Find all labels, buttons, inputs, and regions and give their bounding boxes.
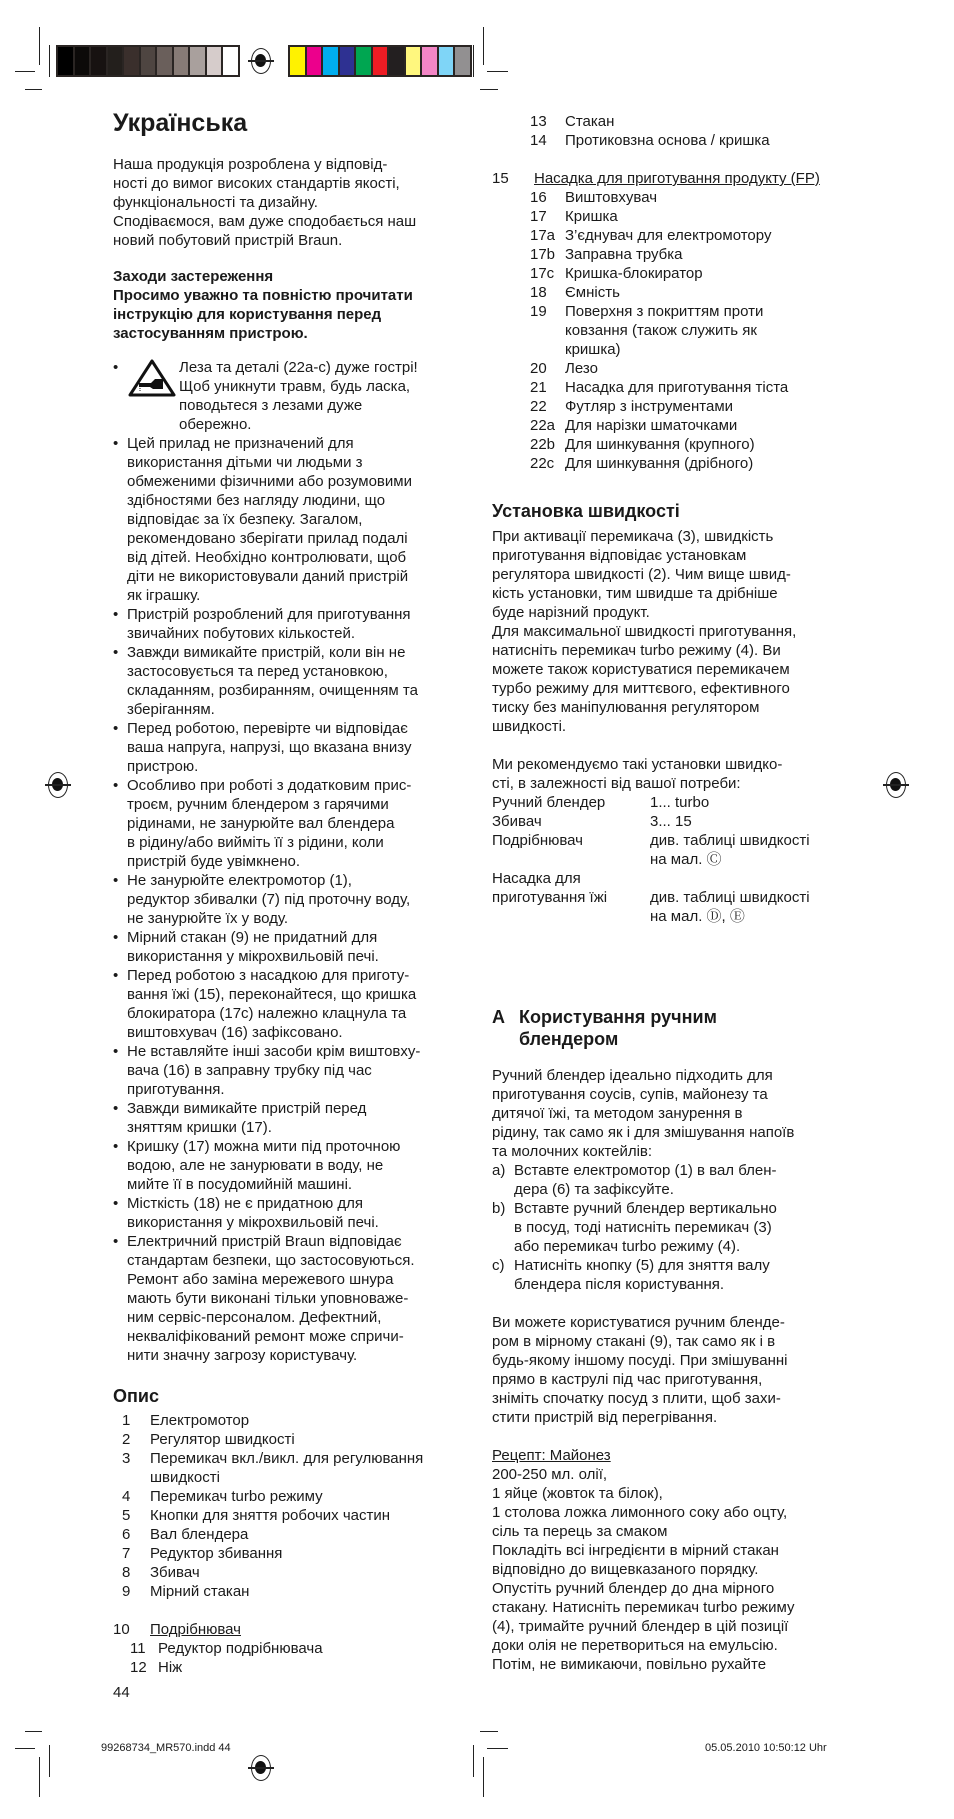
speed-table-value: 3... 15 [650,813,692,830]
bullet-item [113,643,453,719]
bullet: • [113,872,119,889]
gray-color-bar [56,45,240,77]
part-label: Насадка для приготування тіста [565,379,789,396]
part-label: Для нарізки шматочками [565,417,738,434]
speed-table-label: Подрібнювач [492,832,583,849]
bullet-item [113,1099,453,1137]
caution-heading: Заходи застереження Просимо уважно та повністю прочитати інструкцію для користування перед застосуванням пристрою. [113,268,413,342]
intro-text: Наша продукція розроблена у відповід- ності до вимог високих стандартів якості, функціональності та дизайну. Сподіваємося, вам дуже сподобається наш новий побутовий пристрій Braun. [113,156,417,249]
gray-swatch [75,47,90,75]
part-number: 8 [122,1564,131,1581]
bullet: • [113,1233,119,1250]
crop-mark [483,1757,484,1797]
blender-heading [492,1006,852,1050]
usage-text: Ви можете користуватися ручним бленде- ром в мірному стакані (9), так само як і в будь-якому іншому посуді. При змішуванні прямо в каструлі під час приготування, зніміть спочатку посуд з плити, щоб захи- стити пристрій від перегрівання. [492,1314,788,1426]
part-number: 17a [530,227,556,244]
parts-list-item [130,1639,453,1658]
bullet: • [113,1138,119,1155]
bullet: • [113,929,119,946]
color-swatch [455,47,470,75]
parts-list-item [530,112,852,131]
steps-list [492,1161,852,1294]
part-label: Редуктор подрібнювача [158,1640,323,1657]
part-label: Редуктор збивання [150,1545,283,1562]
crop-mark [480,89,498,90]
part-label: Поверхня з покриттям проти ковзання (також служить як кришка) [565,303,764,358]
gray-swatch [141,47,156,75]
process-color-bar [288,45,472,77]
gray-swatch [174,47,189,75]
crop-mark [49,45,50,77]
bullet-item [113,434,453,605]
part-label: Ємність [565,284,620,301]
registration-mark-icon [48,772,68,798]
gray-swatch [108,47,123,75]
step-letter: b) [492,1200,506,1217]
step-text: Натисніть кнопку (5) для зняття валу блендера після користування. [514,1257,770,1293]
crop-mark [473,1745,474,1777]
section-letter: A [492,1007,505,1027]
part-label: Вал блендера [150,1526,249,1543]
parts-list-item [122,1487,453,1506]
step-item [492,1199,852,1256]
safety-bullet-list [113,434,453,1365]
bullet-text: Цей прилад не призначений для використання дітьми чи людьми з обмеженими фізичними або розумовими здібностями без нагляду людини, що відповідає за їх безпеку. Загалом, рекомендовано зберігати прилад подалі від дітей. Необхідно контролювати, щоб діти не використовували даний пристрій як іграшку. [127,435,412,604]
gray-swatch [223,47,238,75]
crop-mark [25,89,42,90]
bullet-text: Кришку (17) можна мити під проточною водою, але не занурювати в воду, не мийте її в посудомийній машині. [127,1138,401,1193]
bullet-text: Місткість (18) не є придатною для використання у мікрохвильовій печі. [127,1195,379,1231]
parts-list-item [130,1658,453,1677]
part-number: 11 [130,1640,146,1657]
speed-table-label: Насадка для приготування їжі [492,870,608,906]
right-column [492,112,852,1674]
part-label: Електромотор [150,1412,250,1429]
part-label: Перемикач вкл./викл. для регулювання швидкості [150,1450,424,1486]
warning-text: Леза та деталі (22a-c) дуже гострі! Щоб уникнути травм, будь ласка, поводьтеся з лезами дуже обережно. [179,359,418,433]
part-number: 2 [122,1431,131,1448]
gray-swatch [157,47,172,75]
crop-mark [15,1748,35,1749]
gray-swatch [207,47,222,75]
bullet-text: Пристрій розроблений для приготування звичайних побутових кількостей. [127,606,411,642]
color-swatch [323,47,338,75]
bullet-item [113,966,453,1042]
bullet: • [113,359,119,376]
part-number: 9 [122,1583,131,1600]
bullet-item [113,605,453,643]
part-label: Перемикач turbo режиму [150,1488,323,1505]
part-label: Кришка [565,208,618,225]
crop-mark [39,27,40,65]
color-swatch [356,47,371,75]
parts-list-item [530,302,852,359]
bullet: • [113,606,119,623]
bullet: • [113,644,119,661]
part-number: 6 [122,1526,131,1543]
footer-file-name: 99268734_MR570.indd 44 [101,1742,231,1754]
bullet: • [113,1043,119,1060]
registration-mark-icon [251,48,271,74]
part-number: 15 [492,170,509,187]
bullet-text: Мірний стакан (9) не придатний для використання у мікрохвильовій печі. [127,929,379,965]
part-label: Подрібнювач [150,1621,241,1638]
parts-list-item [122,1430,453,1449]
part-number: 22 [530,398,547,415]
bullet: • [113,967,119,984]
part-number: 14 [530,132,547,149]
part-number: 22c [530,455,555,472]
part-label: Стакан [565,113,615,130]
parts-list-item [122,1582,453,1601]
part-label: Регулятор швидкості [150,1431,295,1448]
part-number: 3 [122,1450,131,1467]
speed-table-label: Збивач [492,813,542,830]
bullet: • [113,777,119,794]
bullet-text: Не занурюйте електромотор (1), редуктор збивалки (7) під проточну воду, не занурюйте їх у воду. [127,872,411,927]
bullet: • [113,435,119,452]
bullet-item [113,928,453,966]
part-label: Ніж [158,1659,183,1676]
part-label: Збивач [150,1564,200,1581]
crop-mark [15,71,35,72]
footer-timestamp: 05.05.2010 10:50:12 Uhr [705,1742,827,1754]
part-label: Футляр з інструментами [565,398,734,415]
part-number: 10 [113,1621,130,1638]
parts-list-item [530,454,852,473]
step-letter: a) [492,1162,506,1179]
registration-mark-icon [251,1755,271,1781]
step-item [492,1161,852,1199]
bullet-item [113,871,453,928]
speed-text: При активації перемикача (3), швидкість приготування відповідає установкам регулятора швидкості (2). Чим вище швид- кість установки, тим швидше та дрібніше буде нарізний продукт. Для максимальної швидкості приготування, натисніть перемикач turbo режиму (4). Ви можете також користуватися перемикачем турбо режиму для миттєвого, ефективного тиску без маніпулювання регулятором швидкості. [492,528,797,735]
color-swatch [439,47,454,75]
part-number: 20 [530,360,547,377]
part-label: Виштовхувач [565,189,658,206]
bullet-text: Завжди вимикайте пристрій, коли він не застосовується та перед установкою, складанням, розбиранням, очищенням та зберіганням. [127,644,418,718]
page-title: Українська [113,109,248,137]
parts-list-item [530,416,852,435]
parts-list-item [530,207,852,226]
parts-list-item [122,1411,453,1430]
parts-list-item [530,131,852,150]
part-label: Заправна трубка [565,246,683,263]
bullet-item [113,1042,453,1099]
crop-mark [487,71,508,72]
parts-list-item [530,359,852,378]
bullet-item [113,776,453,871]
color-swatch [406,47,421,75]
part-number: 1 [122,1412,131,1429]
crop-mark [473,45,474,77]
bullet-text: Не вставляйте інші засоби крім виштовху- вача (16) в заправну трубку під час приготування. [127,1043,421,1098]
crop-mark [25,1731,42,1732]
part-number: 16 [530,189,547,206]
parts-list-item [122,1525,453,1544]
sharp-blade-warning-icon [127,358,177,398]
part-number: 18 [530,284,547,301]
registration-mark-icon [886,772,906,798]
step-item [492,1256,852,1294]
bullet: • [113,1100,119,1117]
food-processor-parts-list [492,188,852,473]
color-swatch [290,47,305,75]
bullet-text: Особливо при роботі з додатковим прис- троєм, ручним блендером з гарячими рідинами, не занурюйте вал блендера в рідину/або вийміть її з рідини, коли пристрій буде увімкнено. [127,777,412,870]
parts-list-item [530,435,852,454]
bullet-text: Перед роботою, перевірте чи відповідає ваша напруга, напрузі, що вказана внизу пристрою. [127,720,412,775]
part-label: Кришка-блокиратор [565,265,703,282]
part-number: 4 [122,1488,131,1505]
parts-list-item [530,245,852,264]
gray-swatch [91,47,106,75]
bullet-item [113,719,453,776]
bullet-text: Перед роботою з насадкою для приготу- вання їжі (15), переконайтеся, що кришка блокиратора (17c) належно клацнула та виштовхувач (16) зафіксовано. [127,967,417,1041]
bullet: • [113,720,119,737]
parts-list-item [530,397,852,416]
speed-table-value: див. таблиці швидкості на мал. Ⓒ [650,832,810,868]
speed-table-value: див. таблиці швидкості на мал. Ⓓ, Ⓔ [650,889,810,925]
description-heading: Опис [113,1386,159,1406]
parts-list [113,1411,453,1601]
part-number: 21 [530,379,547,396]
gray-swatch [58,47,73,75]
blender-text: Ручний блендер ідеально підходить для приготування соусів, супів, майонезу та дитячої їжі, та методом занурення в рідину, так само як і для змішування напоїв та молочних коктейлів: [492,1067,795,1160]
left-column [113,108,453,1677]
chopper-parts-list [113,1639,453,1677]
parts-list-item [492,169,852,188]
section-title: Користування ручним блендером [519,1007,717,1049]
parts-list-item [530,378,852,397]
speed-table-label: Ручний блендер [492,794,606,811]
part-label: Для шинкування (дрібного) [565,455,754,472]
parts-list-item [530,283,852,302]
part-number: 19 [530,303,547,320]
gray-swatch [190,47,205,75]
bullet: • [113,1195,119,1212]
speed-table-value: 1... turbo [650,794,710,811]
part-number: 22a [530,417,556,434]
part-number: 17 [530,208,547,225]
part-label: З’єднувач для електромотору [565,227,772,244]
step-text: Вставте ручний блендер вертикально в посуд, тоді натисніть перемикач (3) або перемикач turbo режиму (4). [514,1200,777,1255]
crop-mark [49,1745,50,1777]
crop-mark [39,1757,40,1797]
parts-list-item [113,1620,453,1639]
color-swatch [373,47,388,75]
parts-list-item [530,226,852,245]
part-label: Кнопки для зняття робочих частин [150,1507,391,1524]
part-number: 5 [122,1507,131,1524]
part-number: 17c [530,265,555,282]
parts-list-item [530,264,852,283]
part-number: 7 [122,1545,131,1562]
part-number: 12 [130,1659,147,1676]
speed-table [492,793,852,926]
parts-list-item [530,188,852,207]
speed-heading: Установка швидкості [492,501,680,521]
bullet-item [113,1137,453,1194]
crop-mark [483,27,484,65]
bullet-item [113,1194,453,1232]
color-swatch [422,47,437,75]
parts-list-item [122,1544,453,1563]
recipe-title: Рецепт: Майонез [492,1447,611,1464]
step-letter: c) [492,1257,505,1274]
bullet-text: Електричний пристрій Braun відповідає стандартам безпеки, що застосовуються. Ремонт або заміна мережевого шнура мають бути виконані тільки уповноваже- ним сервіс-персоналом. Дефектний, некваліфікований ремонт може спричи- нити значну загрозу користувачу. [127,1233,415,1364]
recipe-text: 200-250 мл. олії, 1 яйце (жовток та білок), 1 столова ложка лимонного соку або оцту, сіль та перець за смаком Покладіть всі інгредієнти в мірний стакан відповідно до вищевказаного порядку. Опустіть ручний блендер до дна мірного стакану. Натисніть перемикач turbo режиму (4), тримайте ручний блендер в цій позиції доки олія не перетвориться на емульсію. Потім, не вимикаючи, повільно рухайте [492,1466,795,1673]
part-label: Мірний стакан [150,1583,250,1600]
crop-mark [480,1731,498,1732]
page-number: 44 [113,1684,130,1701]
part-label: Лезо [565,360,598,377]
gray-swatch [124,47,139,75]
parts-list-item [122,1563,453,1582]
color-swatch [340,47,355,75]
part-label: Протиковзна основа / кришка [565,132,770,149]
part-label: Для шинкування (крупного) [565,436,755,453]
part-number: 17b [530,246,556,263]
bullet-item [113,1232,453,1365]
bullet-text: Завжди вимикайте пристрій перед зняттям кришки (17). [127,1100,367,1136]
part-number: 13 [530,113,547,130]
step-text: Вставте електромотор (1) в вал блен- дера (6) та зафіксуйте. [514,1162,777,1198]
part-number: 22b [530,436,556,453]
part-label: Насадка для приготування продукту (FP) [534,170,820,187]
recommend-text: Ми рекомендуємо такі установки швидко- сті, в залежності від вашої потреби: [492,756,783,792]
crop-mark [487,1748,508,1749]
parts-list-item [122,1506,453,1525]
parts-list-item [122,1449,453,1487]
warning-bullet [113,358,453,434]
color-swatch [389,47,404,75]
color-swatch [307,47,322,75]
chopper-parts-list [492,112,852,150]
